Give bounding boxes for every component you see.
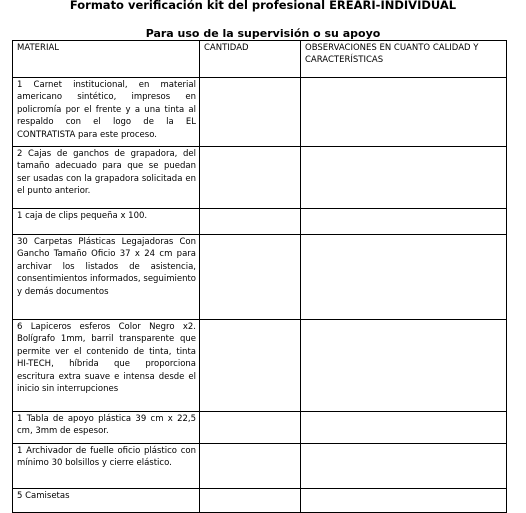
observaciones-cell <box>301 489 507 513</box>
material-cell: 30 Carpetas Plásticas Legajadoras Con Gancho Tamaño Oficio 37 x 24 cm para archivar los listados de asistencia, consentimientos informados, seguimiento y demás documentos <box>13 235 200 320</box>
material-cell: 1 Tabla de apoyo plástica 39 cm x 22,5 cm, 3mm de espesor. <box>13 412 200 444</box>
cantidad-cell <box>200 235 301 320</box>
table-header-row <box>13 41 507 78</box>
material-cell: 6 Lapiceros esferos Color Negro x2. Bolígrafo 1mm, barril transparente que permite ver el contenido de tinta, tinta HI-TECH, híbrida que proporciona escritura extra suave e intensa desde el inicio sin interrupciones <box>13 320 200 412</box>
table-row <box>13 235 507 320</box>
cantidad-cell <box>200 412 301 444</box>
cantidad-cell <box>200 444 301 489</box>
cantidad-cell <box>200 320 301 412</box>
table-row <box>13 320 507 412</box>
material-cell: 1 caja de clips pequeña x 100. <box>13 209 200 235</box>
document-subtitle: Para uso de la supervisión o su apoyo <box>145 27 381 40</box>
table-row <box>13 78 507 147</box>
table-row <box>13 444 507 489</box>
observaciones-cell <box>301 209 507 235</box>
cantidad-cell <box>200 78 301 147</box>
material-cell: 2 Cajas de ganchos de grapadora, del tamaño adecuado para que se puedan ser usadas con la grapadora solicitada en el punto anterior. <box>13 147 200 209</box>
cantidad-cell <box>200 147 301 209</box>
kit-verification-table <box>12 40 507 513</box>
observaciones-cell <box>301 235 507 320</box>
table-row <box>13 209 507 235</box>
observaciones-cell <box>301 147 507 209</box>
observaciones-cell <box>301 320 507 412</box>
material-cell: 1 Carnet institucional, en material americano sintético, impresos en policromía por el frente y a una tinta al respaldo con el logo de la EL CONTRATISTA para este proceso. <box>13 78 200 147</box>
observaciones-cell <box>301 78 507 147</box>
table-row <box>13 412 507 444</box>
header-observaciones: OBSERVACIONES EN CUANTO CALIDAD Y CARACTERÍSTICAS <box>301 41 507 78</box>
material-cell: 1 Archivador de fuelle oficio plástico con mínimo 30 bolsillos y cierre elástico. <box>13 444 200 489</box>
cantidad-cell <box>200 489 301 513</box>
table-row <box>13 147 507 209</box>
material-cell: 5 Camisetas <box>13 489 200 513</box>
header-cantidad: CANTIDAD <box>200 41 301 78</box>
observaciones-cell <box>301 444 507 489</box>
observaciones-cell <box>301 412 507 444</box>
header-material: MATERIAL <box>13 41 200 78</box>
cantidad-cell <box>200 209 301 235</box>
document-title: Formato verificación kit del profesional EREARI-INDIVIDUAL <box>69 0 457 12</box>
table-row <box>13 489 507 513</box>
